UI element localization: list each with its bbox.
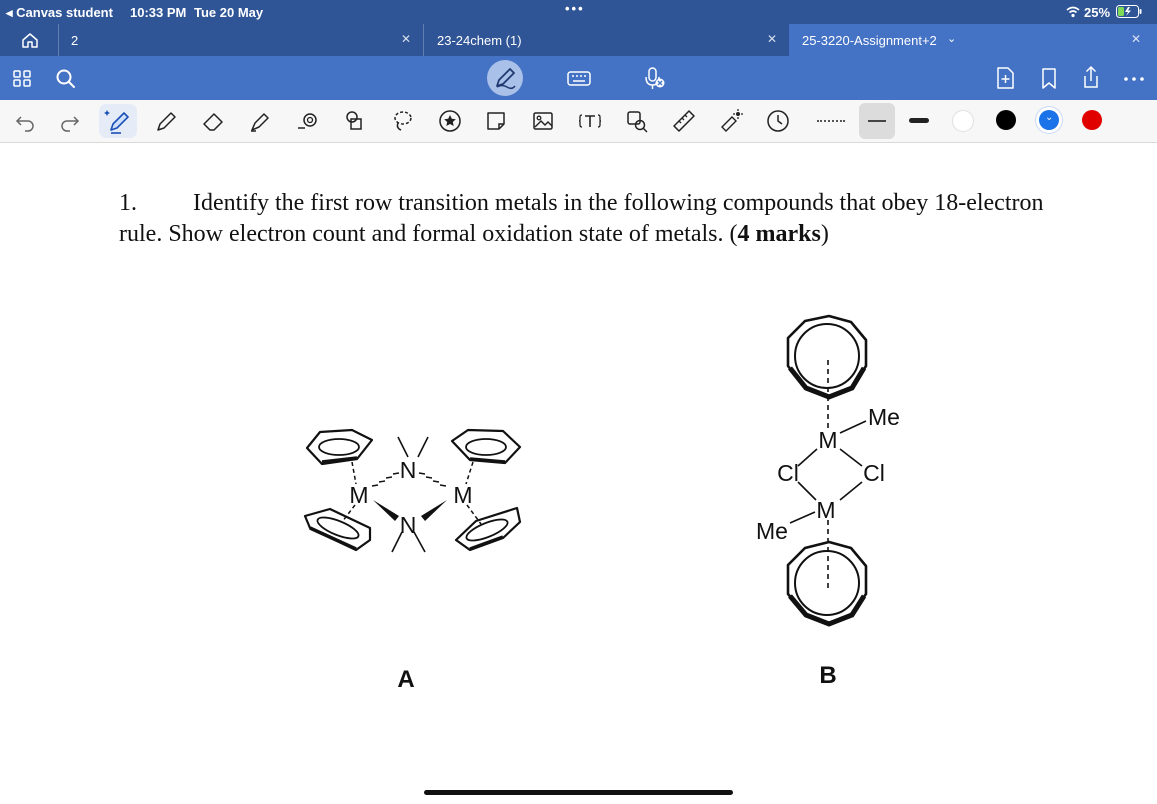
tab-23-24chem[interactable] <box>423 24 784 56</box>
search-icon[interactable] <box>50 62 82 94</box>
battery-icon <box>1116 5 1142 18</box>
cp-ring-top-left <box>307 430 372 464</box>
tab-2[interactable] <box>58 24 419 56</box>
drawing-toolbar <box>0 100 1157 143</box>
bookmark-icon[interactable] <box>1033 62 1065 94</box>
close-tab-icon[interactable]: ✕ <box>767 32 778 46</box>
chevron-down-icon: ⌄ <box>1045 112 1054 123</box>
ruler-icon[interactable] <box>670 107 698 135</box>
undo-icon[interactable] <box>12 107 40 135</box>
close-tab-icon[interactable]: ✕ <box>1131 32 1142 46</box>
question-close-paren: ) <box>820 221 829 247</box>
lasso-tool-icon[interactable] <box>388 107 416 135</box>
structures-figure <box>0 143 1157 743</box>
more-options-icon[interactable] <box>1118 62 1150 94</box>
tab-label: 25-3220-Assignment+2 <box>802 33 937 48</box>
wifi-icon <box>1066 6 1080 18</box>
sticky-note-icon[interactable] <box>482 107 510 135</box>
pencil-tool-icon[interactable] <box>152 107 180 135</box>
ink-replay-icon[interactable] <box>764 107 792 135</box>
stroke-width-thick[interactable] <box>909 118 929 123</box>
share-icon[interactable] <box>1075 62 1107 94</box>
question-text: Identify the first row transition metals in the following compounds that obey 18-electron rule. Show electron count and formal oxidation state of metals. ( <box>119 190 1044 247</box>
status-bar <box>0 0 1157 24</box>
question-marks: 4 marks <box>737 221 821 247</box>
cp-ring-top-right <box>452 430 520 463</box>
nitrogen-top-label: N <box>399 457 417 483</box>
cp-ring-bottom-left <box>305 509 370 550</box>
question-number: 1. <box>119 190 137 216</box>
tab-label: 2 <box>71 33 79 48</box>
pen-icon <box>487 60 523 96</box>
cp-ring-bottom-right <box>456 508 520 550</box>
nitrogen-bottom-label: N <box>399 512 417 538</box>
cht-ring-bottom <box>788 542 866 625</box>
color-swatch-black[interactable] <box>996 110 1016 130</box>
sticker-tool-icon[interactable] <box>436 107 464 135</box>
shapes-tool-icon[interactable] <box>341 107 369 135</box>
magic-pen-icon <box>99 104 137 138</box>
multitasking-dots-icon[interactable]: ••• <box>565 1 585 16</box>
structure-a-caption: A <box>397 666 415 693</box>
home-icon[interactable] <box>21 32 39 49</box>
battery-percent: 25% <box>1084 5 1111 20</box>
add-page-icon[interactable] <box>989 62 1021 94</box>
structure-a <box>305 430 520 693</box>
keyboard-icon[interactable] <box>563 62 595 94</box>
redo-icon[interactable] <box>55 107 83 135</box>
back-to-app-link[interactable]: ◂ Canvas student <box>6 5 113 20</box>
structure-b <box>756 316 900 689</box>
chloride-right-label: Cl <box>863 460 885 486</box>
tab-label: 23-24chem (1) <box>437 33 522 48</box>
status-time: 10:33 PM <box>130 5 187 20</box>
methyl-top-label: Me <box>868 404 900 430</box>
ink-to-shape-tool[interactable] <box>99 104 137 138</box>
tab-assignment-active[interactable] <box>789 24 1157 56</box>
lasso-select-icon[interactable] <box>294 107 322 135</box>
color-swatch-blue-selected[interactable] <box>1039 110 1059 130</box>
chevron-down-icon[interactable]: ⌄ <box>947 33 957 45</box>
color-swatch-white[interactable] <box>952 110 974 132</box>
metal-left-label: M <box>349 482 369 508</box>
metal-right-label: M <box>453 482 473 508</box>
stroke-width-thinnest[interactable] <box>817 120 845 122</box>
chloride-left-label: Cl <box>777 460 799 486</box>
highlighter-tool-icon[interactable] <box>246 107 274 135</box>
dictation-microphone-icon[interactable] <box>638 62 670 94</box>
metal-top-label: M <box>818 427 838 453</box>
eraser-tool-icon[interactable] <box>199 107 227 135</box>
home-indicator[interactable] <box>424 790 733 795</box>
stroke-width-line <box>868 120 886 122</box>
stroke-width-selected[interactable] <box>859 103 895 139</box>
metal-bottom-label: M <box>816 497 836 523</box>
element-select-icon[interactable] <box>623 107 651 135</box>
tab-bar <box>0 24 1157 56</box>
cht-ring-top <box>788 316 866 398</box>
grid-view-icon[interactable] <box>8 62 40 94</box>
text-box-icon[interactable] <box>576 107 604 135</box>
close-tab-icon[interactable]: ✕ <box>401 32 412 46</box>
navigation-bar <box>0 56 1157 100</box>
draw-mode-button[interactable] <box>487 60 523 96</box>
insert-image-icon[interactable] <box>529 107 557 135</box>
structure-b-caption: B <box>819 662 837 689</box>
methyl-bottom-label: Me <box>756 518 788 544</box>
color-swatch-red[interactable] <box>1082 110 1102 130</box>
laser-pointer-icon[interactable] <box>717 107 745 135</box>
status-date: Tue 20 May <box>194 5 264 20</box>
